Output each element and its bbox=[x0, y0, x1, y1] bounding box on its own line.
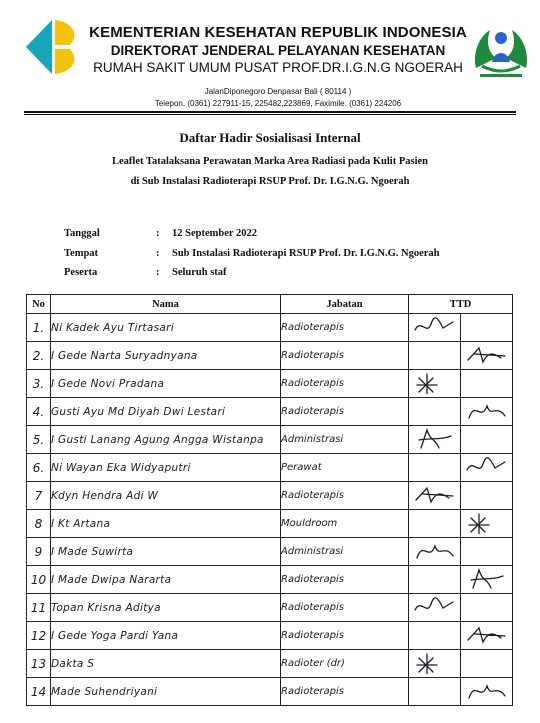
info-peserta bbox=[64, 267, 227, 278]
info-tanggal bbox=[64, 228, 257, 239]
handwritten-signature bbox=[465, 344, 509, 366]
handwritten-signature bbox=[413, 652, 457, 674]
signature-cell bbox=[409, 370, 461, 398]
row-number: 7 bbox=[27, 482, 51, 510]
directorate-name: DIREKTORAT JENDERAL PELAYANAN KESEHATAN bbox=[110, 43, 446, 58]
participant-name: I Gede Novi Pradana bbox=[51, 370, 281, 398]
participant-name: Ni Kadek Ayu Tirtasari bbox=[51, 314, 281, 342]
document-subtitle-2: di Sub Instalasi Radioterapi RSUP Prof. Dr. I.G.N.G. Ngoerah bbox=[130, 176, 410, 187]
table-row bbox=[27, 342, 513, 370]
handwritten-signature bbox=[413, 540, 457, 562]
signature-cell bbox=[461, 482, 513, 510]
signature-cell bbox=[461, 426, 513, 454]
participant-name: Dakta S bbox=[51, 650, 281, 678]
signature-cell bbox=[409, 650, 461, 678]
participant-position: Radioterapis bbox=[281, 398, 409, 426]
handwritten-signature bbox=[465, 400, 509, 422]
document-title: Daftar Hadir Sosialisasi Internal bbox=[179, 130, 361, 145]
signature-cell bbox=[461, 342, 513, 370]
document-subtitle-1: Leaflet Tatalaksana Perawatan Marka Area Radiasi pada Kulit Pasien bbox=[112, 156, 428, 167]
signature-cell bbox=[409, 566, 461, 594]
signature-cell bbox=[409, 342, 461, 370]
ministry-name: KEMENTERIAN KESEHATAN REPUBLIK INDONESIA bbox=[89, 24, 467, 41]
row-number: 11 bbox=[27, 594, 51, 622]
hospital-name: RUMAH SAKIT UMUM PUSAT PROF.DR.I.G.N.G NGOERAH bbox=[93, 60, 463, 75]
signature-cell bbox=[409, 622, 461, 650]
participant-name: I Kt Artana bbox=[51, 510, 281, 538]
row-number: 8 bbox=[27, 510, 51, 538]
participant-position: Radioterapis bbox=[281, 342, 409, 370]
handwritten-signature bbox=[465, 456, 509, 478]
participant-name: Topan Krisna Aditya bbox=[51, 594, 281, 622]
participant-position: Radioterapis bbox=[281, 482, 409, 510]
table-row bbox=[27, 454, 513, 482]
signature-cell bbox=[461, 622, 513, 650]
row-number: 6. bbox=[27, 454, 51, 482]
attendance-rows bbox=[27, 314, 513, 706]
signature-cell bbox=[461, 594, 513, 622]
signature-cell bbox=[461, 314, 513, 342]
signature-cell bbox=[461, 678, 513, 706]
signature-cell bbox=[409, 538, 461, 566]
participant-position: Radioterapis bbox=[281, 566, 409, 594]
row-number: 13 bbox=[27, 650, 51, 678]
handwritten-signature bbox=[413, 596, 457, 618]
participant-name: I Gusti Lanang Agung Angga Wistanpa bbox=[51, 426, 281, 454]
handwritten-signature bbox=[413, 316, 457, 338]
table-row bbox=[27, 538, 513, 566]
signature-cell bbox=[409, 482, 461, 510]
participant-position: Administrasi bbox=[281, 538, 409, 566]
participant-position: Mouldroom bbox=[281, 510, 409, 538]
letterhead-rule-thick bbox=[24, 111, 516, 113]
participant-position: Radioter (dr) bbox=[281, 650, 409, 678]
signature-cell bbox=[409, 594, 461, 622]
separator: : bbox=[156, 228, 160, 239]
info-tempat bbox=[64, 248, 439, 259]
signature-cell bbox=[409, 314, 461, 342]
table-row bbox=[27, 650, 513, 678]
table-row bbox=[27, 566, 513, 594]
row-number: 5. bbox=[27, 426, 51, 454]
signature-cell bbox=[409, 398, 461, 426]
participant-position: Radioterapis bbox=[281, 622, 409, 650]
signature-cell bbox=[461, 538, 513, 566]
signature-cell bbox=[461, 398, 513, 426]
separator: : bbox=[156, 248, 160, 259]
table-row bbox=[27, 482, 513, 510]
tanggal-label: Tanggal bbox=[64, 228, 100, 239]
participant-position: Radioterapis bbox=[281, 370, 409, 398]
table-row bbox=[27, 510, 513, 538]
table-row bbox=[27, 370, 513, 398]
signature-cell bbox=[461, 510, 513, 538]
table-row bbox=[27, 594, 513, 622]
peserta-value: Seluruh staf bbox=[172, 267, 227, 278]
header-jabatan: Jabatan bbox=[281, 295, 409, 314]
signature-cell bbox=[461, 370, 513, 398]
participant-name: Kdyn Hendra Adi W bbox=[51, 482, 281, 510]
separator: : bbox=[156, 267, 160, 278]
handwritten-signature bbox=[465, 512, 509, 534]
signature-cell bbox=[409, 426, 461, 454]
participant-name: Ni Wayan Eka Widyaputri bbox=[51, 454, 281, 482]
letterhead bbox=[0, 0, 540, 112]
participant-name: I Made Suwirta bbox=[51, 538, 281, 566]
participant-name: Gusti Ayu Md Diyah Dwi Lestari bbox=[51, 398, 281, 426]
participant-position: Perawat bbox=[281, 454, 409, 482]
header-nama: Nama bbox=[51, 295, 281, 314]
participant-position: Radioterapis bbox=[281, 314, 409, 342]
participant-position: Radioterapis bbox=[281, 594, 409, 622]
row-number: 4. bbox=[27, 398, 51, 426]
participant-name: I Made Dwipa Nararta bbox=[51, 566, 281, 594]
handwritten-signature bbox=[413, 484, 457, 506]
tanggal-value: 12 September 2022 bbox=[172, 228, 257, 239]
signature-cell bbox=[461, 566, 513, 594]
row-number: 1. bbox=[27, 314, 51, 342]
row-number: 14 bbox=[27, 678, 51, 706]
participant-name: I Gede Yoga Pardi Yana bbox=[51, 622, 281, 650]
handwritten-signature bbox=[465, 624, 509, 646]
hospital-address: JalanDiponegoro Denpasar Bali ( 80114 ) bbox=[204, 87, 352, 96]
kemenkes-logo bbox=[22, 16, 84, 78]
attendance-table bbox=[26, 294, 513, 706]
row-number: 3. bbox=[27, 370, 51, 398]
handwritten-signature bbox=[465, 680, 509, 702]
row-number: 12 bbox=[27, 622, 51, 650]
signature-cell bbox=[409, 454, 461, 482]
participant-name: Made Suhendriyani bbox=[51, 678, 281, 706]
header-no: No bbox=[27, 295, 51, 314]
participant-position: Administrasi bbox=[281, 426, 409, 454]
participant-position: Radioterapis bbox=[281, 678, 409, 706]
signature-cell bbox=[409, 678, 461, 706]
letterhead-rule-thin bbox=[24, 114, 516, 115]
table-row bbox=[27, 678, 513, 706]
handwritten-signature bbox=[413, 372, 457, 394]
handwritten-signature bbox=[413, 428, 457, 450]
hospital-contact: Telepon. (0361) 227911-15, 225482,223869, Faximile. (0361) 224206 bbox=[154, 99, 402, 108]
tempat-value: Sub Instalasi Radioterapi RSUP Prof. Dr. I.G.N.G. Ngoerah bbox=[172, 248, 440, 259]
table-row bbox=[27, 398, 513, 426]
header-ttd: TTD bbox=[409, 295, 513, 314]
table-row bbox=[27, 622, 513, 650]
table-row bbox=[27, 426, 513, 454]
row-number: 10 bbox=[27, 566, 51, 594]
handwritten-signature bbox=[465, 568, 509, 590]
signature-cell bbox=[461, 454, 513, 482]
peserta-label: Peserta bbox=[64, 267, 98, 278]
signature-cell bbox=[409, 510, 461, 538]
participant-name: I Gede Narta Suryadnyana bbox=[51, 342, 281, 370]
tempat-label: Tempat bbox=[64, 248, 99, 259]
hospital-emblem bbox=[468, 22, 534, 82]
row-number: 9 bbox=[27, 538, 51, 566]
row-number: 2. bbox=[27, 342, 51, 370]
table-header-row bbox=[27, 295, 513, 314]
signature-cell bbox=[461, 650, 513, 678]
table-row bbox=[27, 314, 513, 342]
